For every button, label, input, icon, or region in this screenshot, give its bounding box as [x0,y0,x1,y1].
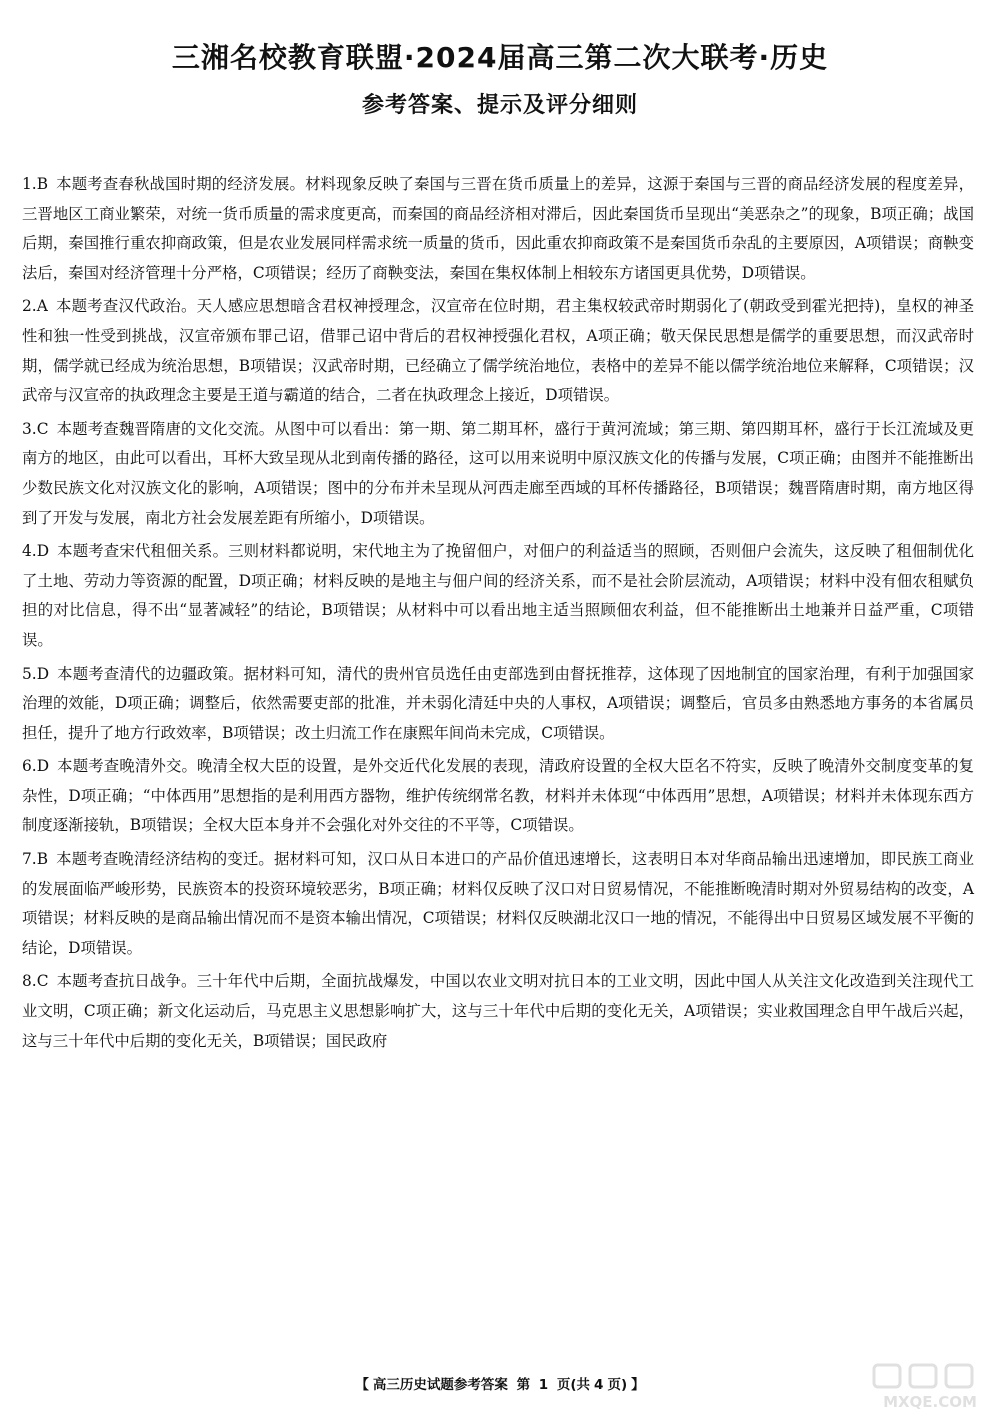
watermark-text: MXQE.COM [883,1393,977,1411]
watermark-logo-mark [874,1365,972,1387]
page-title: 三湘名校教育联盟·2024届高三第二次大联考·历史 [171,41,829,74]
answer-explanation: 本题考查宋代租佃关系。三则材料都说明，宋代地主为了挽留佃户，对佃户的利益适当的照顾，否则佃户会流失，这反映了租佃制优化了土地、劳动力等资源的配置，D项正确；材料反映的是地主与佃户间的经济关系，而不是社会阶层流动，A项错误；材料中没有佃农租赋负担的对比信息，得不出“显著减轻”的结论，B项错误；从材料中可以看出地主适当照顾佃农利益，但不能推断出土地兼并日益严重，C项错误。 [22,542,974,649]
answer-number: 3. [22,419,37,438]
answer-explanation: 本题考查晚清经济结构的变迁。据材料可知，汉口从日本进口的产品价值迅速增长，这表明日本对华商品输出迅速增加，即民族工商业的发展面临严峻形势，民族资本的投资环境较恶劣，B项正确；材料仅反映了汉口对日贸易情况，不能推断晚清时期对外贸易结构的改变，A项错误；材料反映的是商品输出情况而不是资本输出情况，C项错误；材料仅反映湖北汉口一地的情况，不能得出中日贸易区域发展不平衡的结论，D项错误。 [22,850,974,957]
answer-explanation: 本题考查汉代政治。天人感应思想暗含君权神授理念，汉宣帝在位时期，君主集权较武帝时期弱化了(朝政受到霍光把持)，皇权的神圣性和独一性受到挑战，汉宣帝颁布罪己诏，借罪己诏中背后的君权神授强化君权，A项正确；敬天保民思想是儒学的重要思想，而汉武帝时期，儒学就已经成为统治思想，B项错误；汉武帝时期，已经确立了儒学统治地位，表格中的差异不能以儒学统治地位来解释，C项错误；汉武帝与汉宣帝的执政理念主要是王道与霸道的结合，二者在执政理念上接近，D项错误。 [22,297,974,405]
footer-page-total: 4 [594,1377,604,1393]
answer-key: C [36,972,49,991]
answer-item-4 [22,537,974,655]
answer-number: 1. [22,175,37,193]
answer-key: D [36,664,50,683]
footer-page-mid: 页(共 [556,1377,591,1393]
answer-explanation: 本题考查春秋战国时期的经济发展。材料现象反映了秦国与三晋在货币质量上的差异，这源于秦国与三晋的商品经济发展的程度差异，三晋地区工商业繁荣，对统一货币质量的需求度更高，而秦国的商品经济相对滞后，因此秦国货币呈现出“美恶杂之”的现象，B项正确；战国后期，秦国推行重农抑商政策，但是农业发展同样需求统一质量的货币，因此重农抑商政策不是秦国货币杂乱的主要原因，A项错误；商鞅变法后，秦国对经济管理十分严格，C项错误；经历了商鞅变法，秦国在集权体制上相较东方诸国更具优势，D项错误。 [22,175,974,282]
answer-key: B [36,175,48,193]
answer-list [22,170,974,1060]
answer-key: D [36,542,50,561]
footer-closing-bracket: 】 [631,1377,645,1393]
answer-number: 5. [22,664,37,683]
footer-page-suffix: 页) [607,1377,628,1393]
answer-number: 4. [22,542,37,561]
answer-explanation: 本题考查晚清外交。晚清全权大臣的设置，是外交近代化发展的表现，清政府设置的全权大臣名不符实，反映了晚清外交制度变革的复杂性，D项正确；“中体西用”思想指的是利用西方器物，维护传统纲常名教，材料并未体现“中体西用”思想，A项错误；材料并未体现东西方制度逐渐接轨，B项错误；全权大臣本身并不会强化对外交往的不平等，C项错误。 [22,757,974,835]
answer-item-5 [22,660,974,749]
footer-left-bracket: 【 [355,1377,369,1393]
page-subtitle: 参考答案、提示及评分细则 [361,93,638,118]
answer-item-7 [22,845,974,963]
answer-item-6 [22,752,974,841]
answer-number: 7. [22,850,37,869]
answer-number: 6. [22,757,37,776]
answer-key: C [36,419,49,438]
answer-explanation: 本题考查魏晋隋唐的文化交流。从图中可以看出：第一期、第二期耳杯，盛行于黄河流域；第三期、第四期耳杯，盛行于长江流域及更南方的地区，由此可以看出，耳杯大致呈现从北到南传播的路径，这可以用来说明中原汉族文化的传播与发展，C项正确；由图并不能推断出少数民族文化对汉族文化的影响，A项错误；图中的分布并未呈现从河西走廊至西域的耳杯传播路径，B项错误；魏晋隋唐时期，南方地区得到了开发与发展，南北方社会发展差距有所缩小，D项错误。 [22,419,974,527]
page-footer [0,1375,1000,1395]
footer-label: 高三历史试题参考答案 [372,1377,508,1393]
answer-item-3 [22,415,974,533]
answer-number: 8. [22,972,37,991]
answer-item-8 [22,967,974,1056]
answer-item-1 [22,170,974,288]
footer-page-prefix: 第 [516,1377,531,1393]
answer-item-2 [22,292,974,410]
answer-key: A [36,297,48,316]
answer-explanation: 本题考查抗日战争。三十年代中后期，全面抗战爆发，中国以农业文明对抗日本的工业文明，因此中国人从关注文化改造到关注现代工业文明，C项正确；新文化运动后，马克思主义思想影响扩大，这与三十年代中后期的变化无关，A项错误；实业救国理念自甲午战后兴起，这与三十年代中后期的变化无关，B项错误；国民政府 [22,972,974,1050]
answer-explanation: 本题考查清代的边疆政策。据材料可知，清代的贵州官员选任由吏部选到由督抚推荐，这体现了因地制宜的国家治理，有利于加强国家治理的效能，D项正确；调整后，依然需要吏部的批准，并未弱化清廷中央的人事权，A项错误；调整后，官员多由熟悉地方事务的本省属员担任，提升了地方行政效率，B项错误；改土归流工作在康熙年间尚未完成，C项错误。 [22,664,974,742]
answer-key: B [36,850,48,869]
answer-number: 2. [22,297,37,316]
footer-page-current: 1 [538,1377,549,1393]
site-watermark [866,1361,994,1413]
answer-key: D [36,757,50,776]
